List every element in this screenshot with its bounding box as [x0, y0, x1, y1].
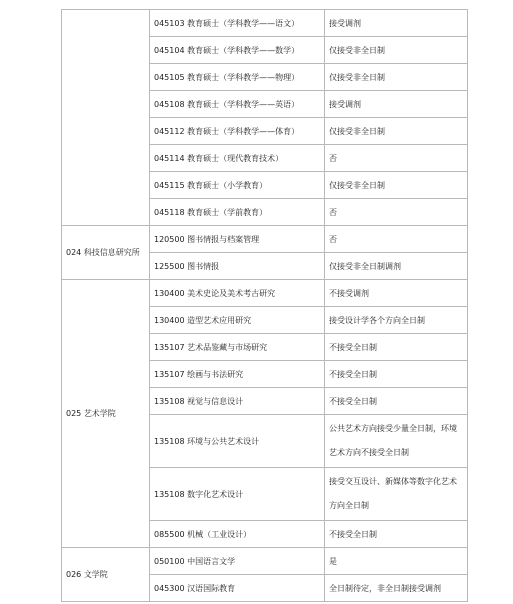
major-cell: 135108 环境与公共艺术设计 [150, 415, 325, 468]
note-cell: 是 [325, 548, 468, 575]
major-cell: 050100 中国语言文学 [150, 548, 325, 575]
note-cell: 仅接受非全日制 [325, 172, 468, 199]
major-cell: 045118 教育硕士（学前教育） [150, 199, 325, 226]
note-cell: 全日制待定，非全日制接受调剂 [325, 575, 468, 602]
institute-label: 026 文学院 [66, 570, 108, 579]
note-cell: 接受设计学各个方向全日制 [325, 307, 468, 334]
institute-label: 025 艺术学院 [66, 409, 116, 418]
note-cell: 仅接受非全日制调剂 [325, 253, 468, 280]
major-cell: 130400 造型艺术应用研究 [150, 307, 325, 334]
institute-cell [62, 226, 150, 280]
major-cell: 045300 汉语国际教育 [150, 575, 325, 602]
major-cell: 130400 美术史论及美术考古研究 [150, 280, 325, 307]
note-cell: 不接受全日制 [325, 361, 468, 388]
note-cell: 不接受全日制 [325, 334, 468, 361]
major-cell: 045114 教育硕士（现代教育技术） [150, 145, 325, 172]
institute-cell-blank [62, 10, 150, 226]
institute-cell [62, 280, 150, 548]
note-cell: 不接受全日制 [325, 388, 468, 415]
table-row [62, 548, 468, 575]
major-cell: 045112 教育硕士（学科教学——体育） [150, 118, 325, 145]
major-cell: 135107 绘画与书法研究 [150, 361, 325, 388]
major-cell: 120500 图书情报与档案管理 [150, 226, 325, 253]
note-cell: 仅接受非全日制 [325, 118, 468, 145]
note-cell: 接受调剂 [325, 10, 468, 37]
major-cell: 125500 图书情报 [150, 253, 325, 280]
note-cell: 仅接受非全日制 [325, 64, 468, 91]
major-cell: 045103 教育硕士（学科教学——语文） [150, 10, 325, 37]
note-cell: 不接受调剂 [325, 280, 468, 307]
table-row [62, 226, 468, 253]
major-cell: 045104 教育硕士（学科教学——数学） [150, 37, 325, 64]
major-cell: 045105 教育硕士（学科教学——物理） [150, 64, 325, 91]
major-cell: 085500 机械（工业设计） [150, 521, 325, 548]
institute-label: 024 科技信息研究所 [66, 247, 140, 257]
major-cell: 135108 数字化艺术设计 [150, 468, 325, 521]
note-cell: 接受调剂 [325, 91, 468, 118]
major-cell: 045108 教育硕士（学科教学——英语） [150, 91, 325, 118]
table-row [62, 280, 468, 307]
major-cell: 135108 视觉与信息设计 [150, 388, 325, 415]
note-cell: 否 [325, 145, 468, 172]
note-cell: 不接受全日制 [325, 521, 468, 548]
note-cell: 公共艺术方向接受少量全日制，环境艺术方向不接受全日制 [325, 415, 468, 468]
note-cell: 仅接受非全日制 [325, 37, 468, 64]
major-cell: 045115 教育硕士（小学教育） [150, 172, 325, 199]
major-cell: 135107 艺术品鉴藏与市场研究 [150, 334, 325, 361]
admissions-table [61, 9, 468, 602]
table-row [62, 10, 468, 37]
note-cell: 接受交互设计、新媒体等数字化艺术方向全日制 [325, 468, 468, 521]
institute-cell [62, 548, 150, 602]
note-cell: 否 [325, 199, 468, 226]
note-cell: 否 [325, 226, 468, 253]
